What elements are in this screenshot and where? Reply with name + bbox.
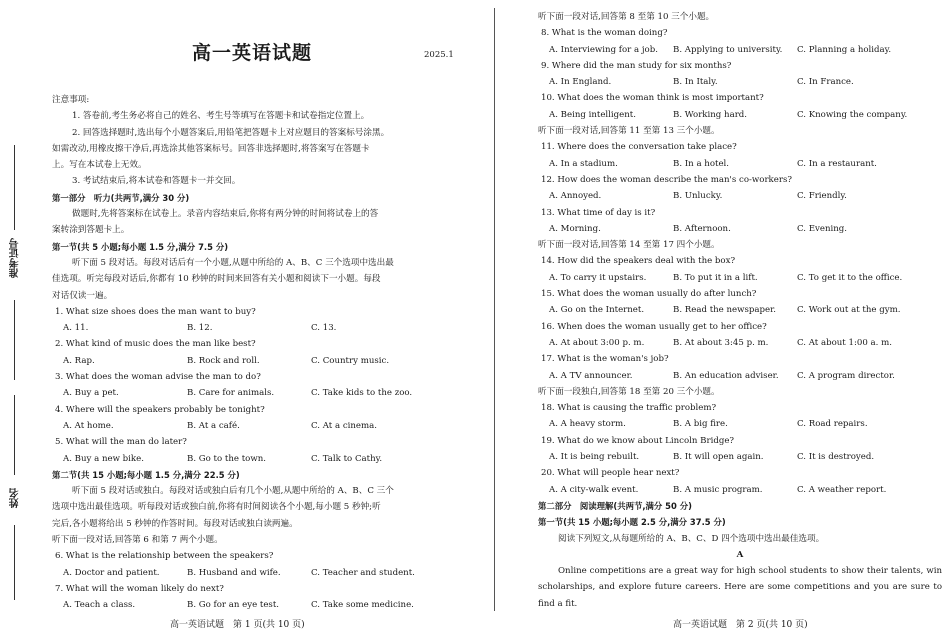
answer-options [538, 74, 942, 90]
question-stem: 9. Where did the man study for six months? [541, 60, 732, 71]
questions-18-20 [538, 400, 942, 498]
group-instruction: 听下面一段对话,回答第 8 至第 10 三个小题。 [538, 12, 715, 22]
question-stem: 14. How did the speakers deal with the box? [541, 256, 736, 267]
answer-options [52, 353, 462, 369]
notice-line: 1. 答卷前,考生务必将自己的姓名、考生号等填写在答题卡和试卷指定位置上。 [72, 111, 370, 122]
option-c: C. Take kids to the zoo. [311, 388, 413, 399]
option-a: A. In England. [549, 77, 612, 88]
answer-options [52, 565, 462, 581]
answer-options [52, 418, 462, 434]
question-stem: 11. Where does the conversation take place? [541, 142, 737, 153]
question-stem: 3. What does the woman advise the man to do? [55, 372, 261, 383]
answer-options [538, 270, 942, 286]
option-b: B. At about 3:45 p. m. [673, 337, 769, 348]
answer-options [538, 188, 942, 204]
question-stem: 13. What time of day is it? [541, 207, 656, 218]
option-b: B. It will open again. [673, 452, 764, 463]
option-b: B. Rock and roll. [187, 355, 260, 366]
option-b: B. Working hard. [673, 109, 748, 120]
question-stem: 6. What is the relationship between the speakers? [55, 551, 274, 562]
option-a: A. Being intelligent. [549, 109, 636, 120]
option-a: A. To carry it upstairs. [549, 272, 647, 283]
name-label: 姓名 [10, 488, 21, 508]
answer-options [538, 482, 942, 498]
question-stem: 18. What is causing the traffic problem? [541, 403, 717, 414]
option-b: B. Husband and wife. [187, 567, 281, 578]
option-c: C. At a cinema. [311, 420, 378, 431]
question-stem: 12. How does the woman describe the man's co-workers? [541, 174, 792, 185]
group-instruction: 听下面一段对话,回答第 6 和第 7 两个小题。 [52, 535, 223, 546]
answer-options [52, 320, 462, 336]
notice-title: 注意事项: [52, 95, 90, 105]
side-line-mid2 [14, 395, 15, 475]
answer-options [538, 368, 942, 384]
section2-heading: 第二节(共 15 小题;每小题 1.5 分,满分 22.5 分) [52, 469, 240, 480]
option-c: C. A weather report. [797, 484, 887, 495]
answer-options [538, 335, 942, 351]
option-c: C. Knowing the company. [797, 109, 908, 120]
group-instruction: 听下面一段独白,回答第 18 至第 20 三个小题。 [538, 386, 720, 397]
option-b: B. Read the newspaper. [673, 305, 776, 316]
page-2 [538, 0, 942, 638]
part2-heading: 第二部分 阅读理解(共两节,满分 50 分) [538, 500, 692, 511]
question-stem: 15. What does the woman usually do after lunch? [541, 289, 757, 300]
exam-date: 2025.1 [424, 50, 454, 60]
option-c: C. Talk to Cathy. [311, 453, 383, 464]
section2-intro: 听下面 5 段对话或独白。每段对话或独白后有几个小题,从题中所给的 A、B、C 三个 [72, 486, 394, 497]
option-a: A. In a stadium. [549, 158, 618, 169]
question-stem: 5. What will the man do later? [55, 437, 187, 448]
option-c: C. In a restaurant. [797, 158, 877, 169]
notice-line: 上。写在本试卷上无效。 [52, 160, 147, 171]
option-b: B. In a hotel. [673, 158, 730, 169]
questions-14-17 [538, 253, 942, 383]
question-stem: 10. What does the woman think is most important? [541, 93, 764, 104]
question-stem: 2. What kind of music does the man like best? [55, 339, 256, 350]
answer-options [538, 42, 942, 58]
reading-section1-heading: 第一节(共 15 小题;每小题 2.5 分,满分 37.5 分) [538, 517, 726, 528]
option-c: C. Evening. [797, 223, 847, 234]
side-line-bottom [14, 525, 15, 600]
question-stem: 7. What will the woman likely do next? [55, 583, 224, 594]
option-a: A. A city-walk event. [549, 484, 639, 495]
section1-intro: 佳选项。听完每段对话后,你都有 10 秒钟的时间来回答有关小题和阅读下一小题。每段 [52, 274, 381, 285]
section1-heading: 第一节(共 5 小题;每小题 1.5 分,满分 7.5 分) [52, 241, 229, 252]
option-b: B. At a café. [187, 420, 240, 431]
answer-options [538, 156, 942, 172]
question-stem: 20. What will people hear next? [541, 468, 680, 479]
option-c: C. Take some medicine. [311, 600, 414, 611]
option-c: C. Teacher and student. [311, 567, 415, 578]
option-c: C. A program director. [797, 370, 895, 381]
notice-line: 如需改动,用橡皮擦干净后,再选涂其他答案标号。回答非选择题时,将答案写在答题卡 [52, 143, 370, 154]
option-a: A. Annoyed. [549, 191, 602, 202]
answer-options [52, 451, 462, 467]
answer-options [538, 107, 942, 123]
page-divider [494, 8, 495, 611]
option-a: A. 11. [63, 323, 89, 334]
group-instruction: 听下面一段对话,回答第 14 至第 17 四个小题。 [538, 240, 720, 251]
answer-options [52, 597, 462, 613]
option-a: A. Teach a class. [63, 600, 136, 611]
page-footer: 高一英语试题 第 1 页(共 10 页) [170, 620, 305, 630]
option-a: A. At about 3:00 p. m. [549, 337, 645, 348]
option-b: B. Go for an eye test. [187, 600, 280, 611]
option-a: A. Buy a pet. [63, 388, 119, 399]
option-c: C. In France. [797, 77, 854, 88]
side-line-mid [14, 300, 15, 380]
questions-11-13 [538, 139, 942, 237]
questions-6-7 [52, 548, 462, 613]
answer-options [52, 385, 462, 401]
part1-intro: 案转涂到答题卡上。 [52, 225, 130, 236]
section1-intro: 对话仅读一遍。 [52, 290, 113, 301]
question-stem: 4. Where will the speakers probably be tonight? [55, 404, 265, 415]
questions-1-5 [52, 304, 462, 467]
questions-8-10 [538, 25, 942, 123]
page-footer: 高一英语试题 第 2 页(共 10 页) [673, 620, 808, 630]
option-a: A. A heavy storm. [549, 419, 626, 430]
option-c: C. To get it to the office. [797, 272, 903, 283]
option-b: B. Unlucky. [673, 191, 723, 202]
option-b: B. Applying to university. [673, 44, 783, 55]
passage-text: Online competitions are a great way for high school students to show their talents, win scholarships, and explore future careers. Here are some competitions and you are sure to find a fit. [538, 566, 942, 609]
option-b: B. 12. [187, 323, 213, 334]
answer-options [538, 221, 942, 237]
group-instruction: 听下面一段对话,回答第 11 至第 13 三个小题。 [538, 126, 720, 137]
option-a: A. It is being rebuilt. [549, 452, 640, 463]
option-c: C. 13. [311, 323, 337, 334]
answer-options [538, 449, 942, 465]
question-stem: 1. What size shoes does the man want to buy? [55, 306, 256, 317]
option-a: A. Doctor and patient. [63, 567, 160, 578]
question-stem: 16. When does the woman usually get to her office? [541, 321, 767, 332]
answer-options [538, 416, 942, 432]
reading-instruction: 阅读下列短文,从每题所给的 A、B、C、D 四个选项中选出最佳选项。 [558, 533, 825, 544]
side-line-top [14, 145, 15, 230]
option-a: A. Buy a new bike. [63, 453, 144, 464]
exam-title: 高一英语试题 [192, 42, 313, 64]
question-stem: 19. What do we know about Lincoln Bridge? [541, 435, 735, 446]
option-c: C. Friendly. [797, 191, 847, 202]
question-stem: 17. What is the woman's job? [541, 354, 669, 365]
option-b: B. Go to the town. [187, 453, 266, 464]
question-stem: 8. What is the woman doing? [541, 28, 668, 39]
option-c: C. Planning a holiday. [797, 44, 892, 55]
option-c: C. Road repairs. [797, 419, 868, 430]
option-a: A. At home. [63, 420, 114, 431]
option-a: A. A TV announcer. [549, 370, 633, 381]
option-b: B. A music program. [673, 484, 763, 495]
option-b: B. To put it in a lift. [673, 272, 758, 283]
option-b: B. In Italy. [673, 77, 718, 88]
notice-line: 2. 回答选择题时,选出每个小题答案后,用铅笔把答题卡上对应题目的答案标号涂黑。 [72, 127, 390, 138]
answer-options [538, 302, 942, 318]
section1-intro: 听下面 5 段对话。每段对话后有一个小题,从题中所给的 A、B、C 三个选项中选出最 [72, 257, 394, 268]
option-c: C. At about 1:00 a. m. [797, 337, 892, 348]
option-c: C. Work out at the gym. [797, 305, 901, 316]
notice-line: 3. 考试结束后,将本试卷和答题卡一并交回。 [72, 176, 241, 187]
part1-intro: 做题时,先将答案标在试卷上。录音内容结束后,你将有两分钟的时间将试卷上的答 [72, 209, 379, 220]
page-1 [52, 0, 462, 638]
passage-label: A [736, 549, 744, 560]
option-b: B. A big fire. [673, 419, 728, 430]
exam-number-label: 准考证号 [10, 238, 21, 278]
option-c: C. Country music. [311, 355, 390, 366]
option-a: A. Rap. [63, 355, 95, 366]
option-b: B. Care for animals. [187, 388, 275, 399]
option-a: A. Go on the Internet. [549, 305, 645, 316]
section2-intro: 完后,各小题将给出 5 秒钟的作答时间。每段对话或独白读两遍。 [52, 518, 298, 529]
section2-intro: 选项中选出最佳选项。听每段对话或独白前,你将有时间阅读各个小题,每小题 5 秒钟;听 [52, 502, 381, 513]
option-b: B. An education adviser. [673, 370, 779, 381]
option-c: C. It is destroyed. [797, 452, 875, 463]
part1-heading: 第一部分 听力(共两节,满分 30 分) [52, 192, 190, 203]
option-b: B. Afternoon. [673, 223, 731, 234]
option-a: A. Morning. [549, 223, 601, 234]
option-a: A. Interviewing for a job. [549, 44, 658, 55]
